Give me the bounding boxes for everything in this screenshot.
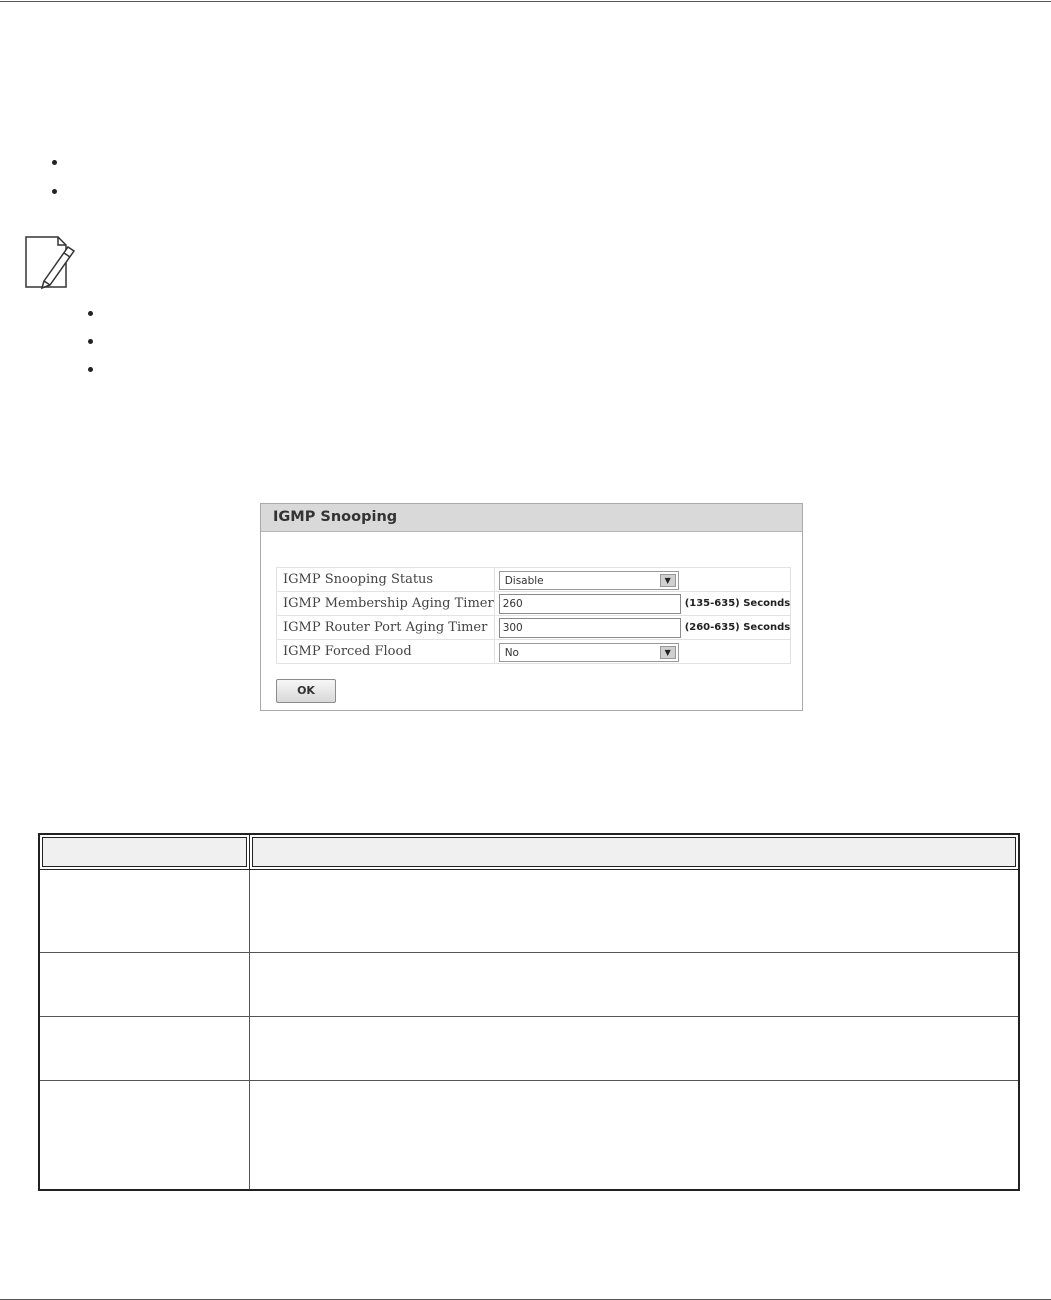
bullet-icon	[88, 367, 93, 372]
membership-aging-timer-input[interactable]: 260	[499, 594, 681, 614]
table-cell	[39, 870, 250, 953]
parameter-table	[38, 833, 1020, 1191]
note-pencil-icon	[22, 233, 76, 291]
table-row	[39, 1017, 1019, 1081]
table-cell	[250, 1017, 1020, 1081]
bullet-icon	[52, 160, 57, 165]
igmp-settings-form	[276, 567, 791, 664]
router-port-aging-timer-label: IGMP Router Port Aging Timer	[277, 616, 495, 640]
table-header-row	[39, 834, 1019, 870]
panel-title: IGMP Snooping	[261, 504, 802, 532]
igmp-snooping-panel	[260, 503, 803, 711]
table-cell	[250, 870, 1020, 953]
table-cell	[250, 1081, 1020, 1190]
form-row	[277, 568, 791, 592]
header-rule	[0, 1, 1051, 2]
router-port-aging-timer-input[interactable]: 300	[499, 618, 681, 638]
forced-flood-select[interactable]: No ▼	[499, 643, 679, 662]
router-port-aging-timer-range: (260-635) Seconds	[684, 622, 791, 634]
membership-aging-timer-range: (135-635) Seconds	[684, 598, 791, 610]
table-row	[39, 870, 1019, 953]
forced-flood-label: IGMP Forced Flood	[277, 640, 495, 664]
chevron-down-icon: ▼	[660, 646, 676, 659]
form-row	[277, 616, 791, 640]
form-row	[277, 592, 791, 616]
column-header	[250, 834, 1020, 870]
bullet-icon	[88, 311, 93, 316]
table-cell	[39, 953, 250, 1017]
form-row	[277, 640, 791, 664]
snooping-status-label: IGMP Snooping Status	[277, 568, 495, 592]
table-cell	[250, 953, 1020, 1017]
table-row	[39, 953, 1019, 1017]
column-header	[39, 834, 250, 870]
membership-aging-timer-label: IGMP Membership Aging Timer	[277, 592, 495, 616]
bullet-icon	[88, 339, 93, 344]
chevron-down-icon: ▼	[660, 574, 676, 587]
table-row	[39, 1081, 1019, 1190]
ok-button[interactable]: OK	[276, 679, 336, 703]
snooping-status-select[interactable]: Disable ▼	[499, 571, 679, 590]
table-cell	[39, 1081, 250, 1190]
table-cell	[39, 1017, 250, 1081]
bullet-icon	[52, 189, 57, 194]
